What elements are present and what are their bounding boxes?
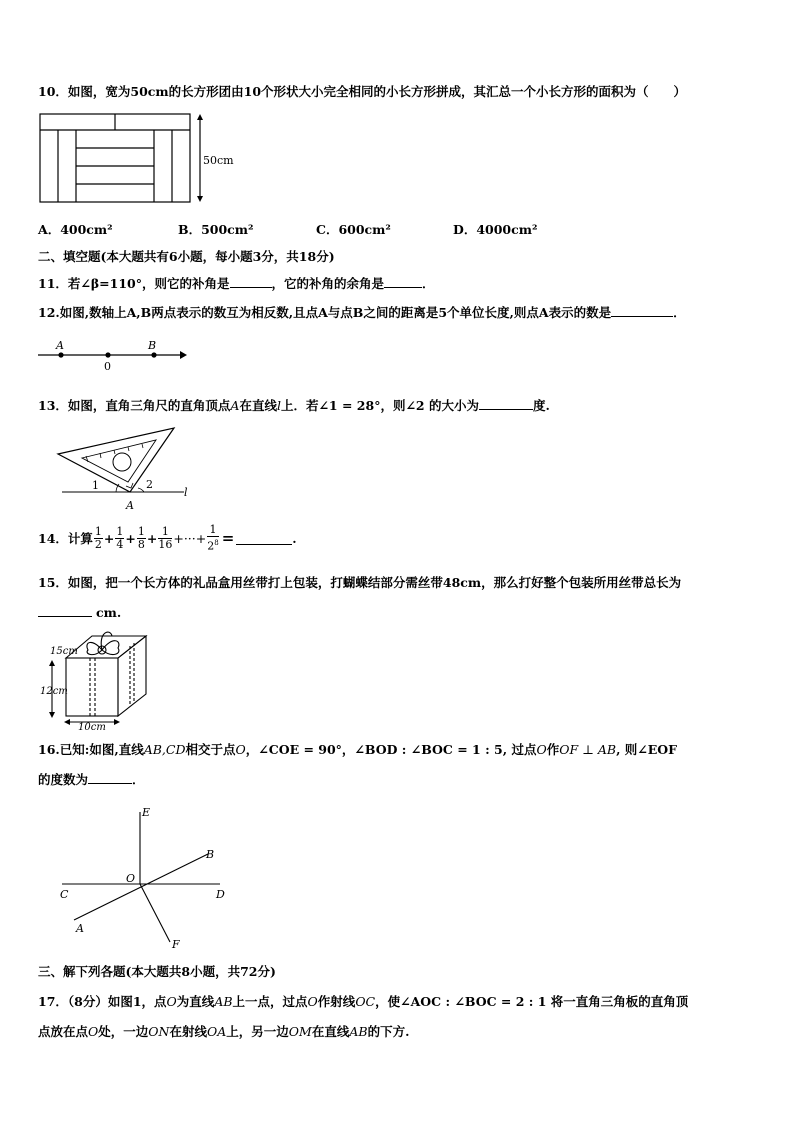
q17-line2-part-a: 点放在点	[38, 1024, 89, 1039]
q15-gift-box-figure	[40, 628, 160, 732]
q13-point-a-label: A	[126, 499, 134, 512]
q13-part1: 13．如图，直角三角尺的直角顶点	[38, 398, 231, 413]
q17-point-o: O	[166, 994, 177, 1009]
q14-end: .	[292, 530, 297, 546]
q14-fraction-last: $\frac{1}{2^8}$	[207, 523, 219, 553]
q12-label-b: B	[148, 339, 157, 352]
q17-line1-part-b: 为直线	[176, 994, 215, 1009]
q16-perp: OF ⊥ AB	[559, 742, 617, 757]
q15-top-label: 15cm	[50, 646, 78, 657]
q16-label-c: C	[60, 888, 69, 901]
q14-fraction-2: $\frac{1}{4}$	[116, 524, 124, 551]
q17-line1-part-d: 作射线	[317, 994, 356, 1009]
q14-line: 14．计算 $\frac{1}{2}$ + $\frac{1}{4}$ + $\frac{1}{8}$ + $\frac{1}{16}$ +···+ $\frac{1}{2^8}$ = .	[38, 523, 297, 553]
q13-line-l-label: l	[184, 486, 188, 499]
q10-dim-label: 50cm	[203, 154, 234, 167]
q16-label-o: O	[126, 872, 136, 885]
q13-part3: 上．若∠1 = 28°，则∠2 的大小为	[280, 398, 479, 413]
q17-line-ab: AB	[214, 994, 233, 1009]
q10-option-c: C．600cm²	[316, 222, 391, 237]
q17-side-om: OM	[288, 1024, 312, 1039]
q17-line2-part-c: 在射线	[169, 1024, 207, 1039]
q13-point: A	[230, 398, 240, 413]
q17-point-o-2: O	[307, 994, 318, 1009]
q11-line	[38, 274, 435, 292]
q16-line2	[38, 770, 145, 788]
q12-text: 12.如图,数轴上A,B两点表示的数互为相反数,且点A与点B之间的距离是5个单位长度,则点A表示的数是	[38, 305, 612, 320]
q16-label-a: A	[76, 922, 84, 935]
q11-part3: ．	[422, 276, 435, 291]
q13-angle-1-label: 1	[92, 479, 99, 492]
q16-point-o: O	[235, 742, 246, 757]
q14-prefix: 14．计算	[38, 531, 93, 547]
q12-line	[38, 303, 686, 321]
q12-blank[interactable]	[611, 304, 673, 317]
q13-line	[38, 396, 550, 414]
q14-fraction-3: $\frac{1}{8}$	[137, 524, 145, 551]
q13-part2: 在直线	[239, 398, 277, 413]
q16-line1	[38, 740, 677, 758]
q14-fraction-4: $\frac{1}{16}$	[158, 524, 173, 551]
q13-part4: 度.	[532, 398, 550, 413]
q14-blank[interactable]	[236, 532, 292, 545]
q14-equals: =	[221, 529, 235, 548]
q11-blank-1[interactable]	[230, 275, 272, 288]
q17-line2-part-d: 上，另一边	[226, 1024, 289, 1039]
q17-point-o-3: O	[88, 1024, 99, 1039]
q13-triangle-figure	[56, 426, 206, 516]
q11-blank-2[interactable]	[384, 275, 422, 288]
q16-end: ．	[132, 772, 145, 787]
q15-text: 15．如图，把一个长方体的礼品盒用丝带打上包装，打蝴蝶结部分需丝带48cm，那么打好整个包装所用丝带总长为	[38, 575, 682, 590]
q17-line1-part-a: 17．（8分）如图1，点	[38, 994, 167, 1009]
q11-part1: 11．若∠β=110°，则它的补角是	[38, 276, 230, 291]
q16-part1: 16.已知:如图,直线	[38, 742, 144, 757]
q16-blank[interactable]	[88, 771, 132, 784]
q14-dots: +···+	[173, 530, 207, 546]
q17-line2-part-e: 在直线	[311, 1024, 350, 1039]
q16-part4: 作	[546, 742, 560, 757]
section2-heading: 二、填空题(本大题共有6小题，每小题3分，共18分)	[38, 249, 335, 264]
q15-bottom-label: 10cm	[78, 722, 106, 733]
q14-fraction-1: $\frac{1}{2}$	[94, 524, 102, 551]
q16-part3: ，∠COE = 90°，∠BOD : ∠BOC = 1 : 5, 过点	[245, 742, 537, 757]
q13-blank[interactable]	[479, 397, 533, 410]
q12-end: ．	[673, 305, 686, 320]
q12-number-line	[38, 338, 198, 374]
q10-rectangle-figure	[40, 112, 240, 206]
q17-line1-part-c: 上一点，过点	[232, 994, 308, 1009]
q17-line2-part-b: 处，一边	[98, 1024, 149, 1039]
q12-label-zero: 0	[104, 360, 111, 373]
q17-line1-part-e: ，使∠AOC : ∠BOC = 2 : 1 将一直角三角板的直角顶	[375, 994, 689, 1009]
q16-label-b: B	[206, 848, 215, 861]
q16-lines: AB,CD	[143, 742, 186, 757]
q16-lines-figure	[56, 800, 246, 955]
q16-label-e: E	[142, 806, 151, 819]
q12-label-a: A	[56, 339, 64, 352]
q13-angle-2-label: 2	[146, 478, 153, 491]
q17-line2-part-f: 的下方.	[367, 1024, 410, 1039]
q10-option-d: D．4000cm²	[453, 222, 538, 237]
q17-ray-oa: OA	[206, 1024, 227, 1039]
q10-text: 10．如图，宽为50cm的长方形团由10个形状大小完全相同的小长方形拼成，其汇总一个小长方形的面积为（ ）	[38, 84, 687, 99]
q17-line1	[38, 992, 688, 1010]
q17-line-ab-2: AB	[349, 1024, 368, 1039]
q13-line-name: l	[276, 398, 281, 413]
q16-label-f: F	[172, 938, 180, 951]
q15-unit: cm.	[96, 605, 122, 620]
q16-label-d: D	[216, 888, 225, 901]
q10-option-b: B．500cm²	[178, 222, 254, 237]
q15-side-label: 12cm	[40, 686, 68, 697]
q17-line2	[38, 1022, 409, 1040]
q16-line2-text: 的度数为	[38, 772, 89, 787]
q17-side-on: ON	[148, 1024, 170, 1039]
q16-point-o-2: O	[536, 742, 547, 757]
q15-blank[interactable]	[38, 604, 92, 617]
section3-heading: 三、解下列各题(本大题共8小题，共72分)	[38, 964, 276, 979]
q16-part5: , 则∠EOF	[616, 742, 678, 757]
q15-line2	[38, 604, 121, 620]
q11-part2: ，它的补角的余角是	[271, 276, 385, 291]
q16-part2: 相交于点	[185, 742, 236, 757]
q17-ray-oc: OC	[355, 994, 376, 1009]
q10-option-a: A．400cm²	[38, 222, 113, 237]
